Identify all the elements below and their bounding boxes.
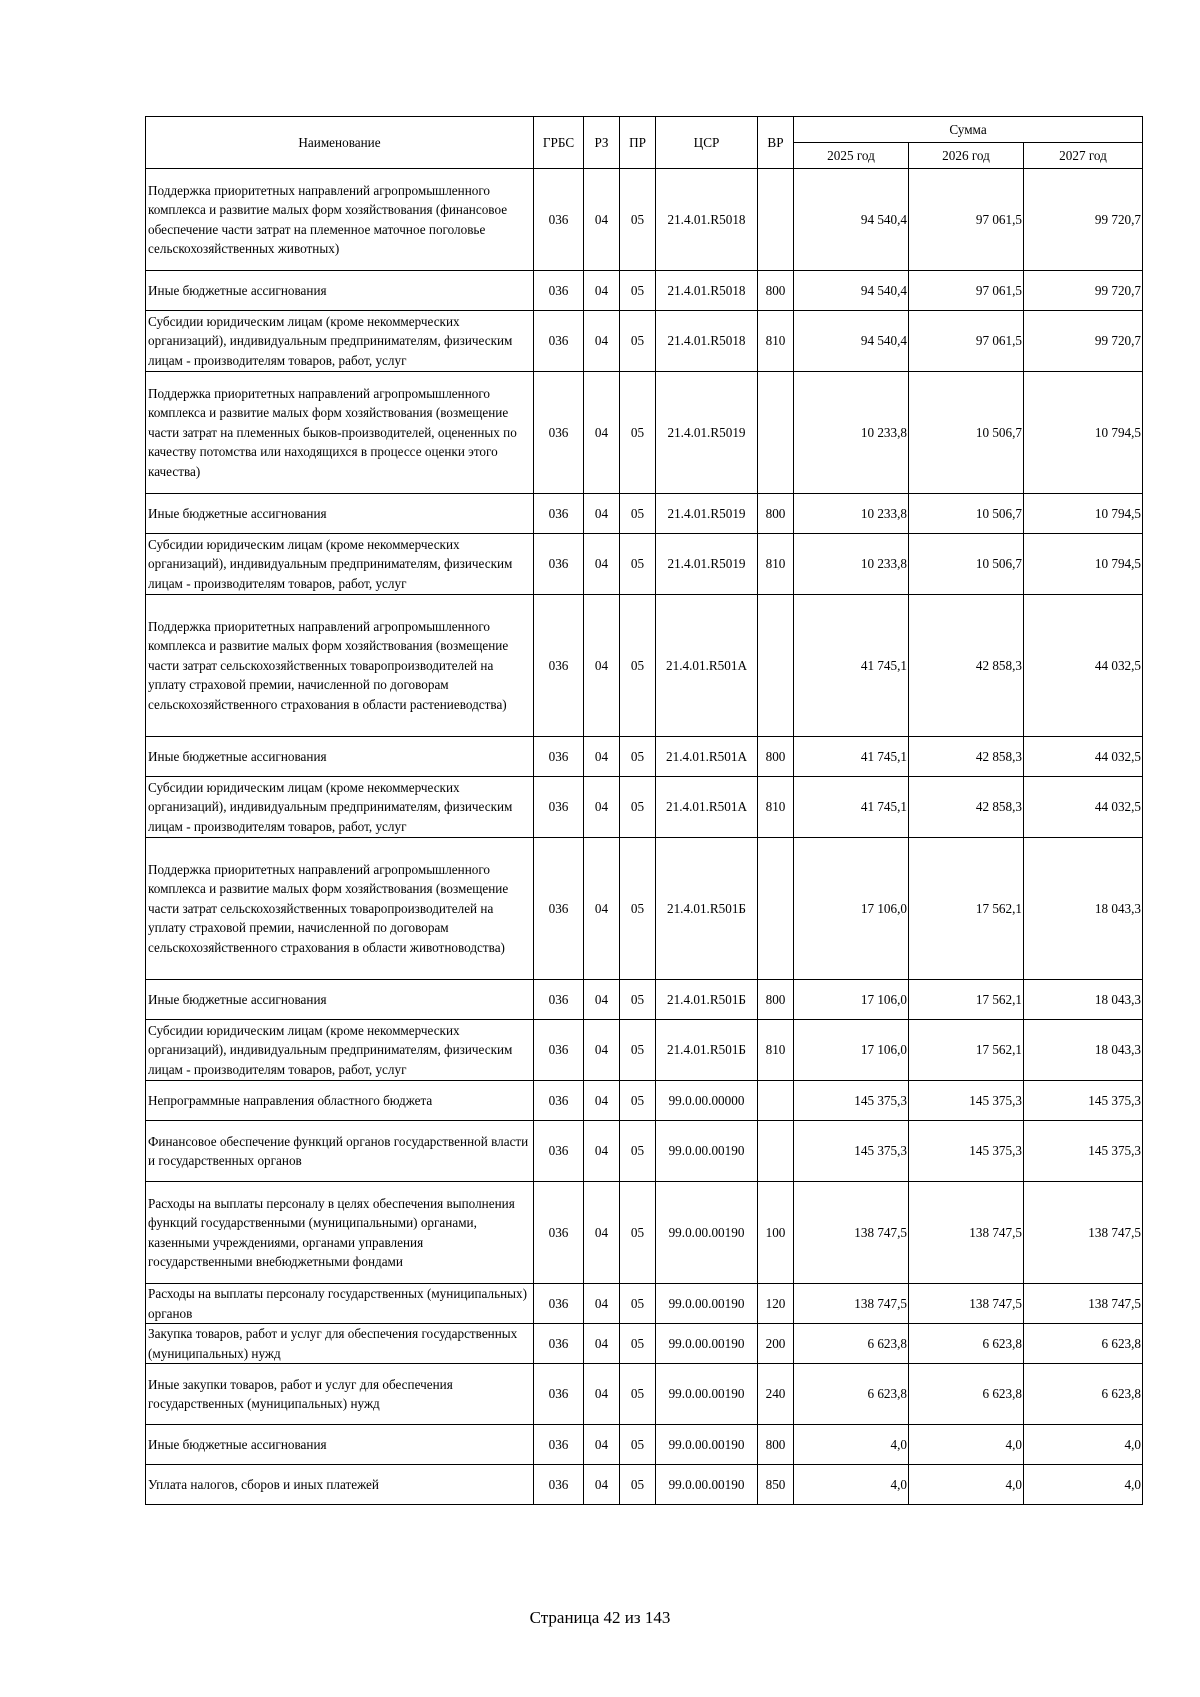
cell-2025: 4,0 [794, 1425, 909, 1465]
cell-csr: 21.4.01.R501Б [656, 980, 758, 1020]
cell-grbs: 036 [534, 980, 584, 1020]
cell-2025: 145 375,3 [794, 1081, 909, 1121]
cell-2025: 17 106,0 [794, 1020, 909, 1081]
cell-vr [758, 1121, 794, 1182]
cell-rz: 04 [584, 777, 620, 838]
table-row [146, 494, 1143, 534]
table-header [146, 117, 1143, 169]
cell-csr: 21.4.01.R501Б [656, 1020, 758, 1081]
cell-name: Расходы на выплаты персоналу государственных (муниципальных) органов [146, 1284, 534, 1324]
cell-name: Иные бюджетные ассигнования [146, 1425, 534, 1465]
cell-grbs: 036 [534, 838, 584, 980]
cell-pr: 05 [620, 1465, 656, 1505]
cell-rz: 04 [584, 1182, 620, 1284]
cell-rz: 04 [584, 534, 620, 595]
cell-name: Поддержка приоритетных направлений агропромышленного комплекса и развитие малых форм хозяйствования (возмещение части затрат сельскохозяйственных товаропроизводителей на уплату страховой премии, начисленной по договорам сельскохозяйственного страхования в области животноводства) [146, 838, 534, 980]
cell-csr: 21.4.01.R5018 [656, 271, 758, 311]
cell-2026: 97 061,5 [909, 311, 1024, 372]
cell-2026: 10 506,7 [909, 372, 1024, 494]
cell-2027: 10 794,5 [1024, 372, 1143, 494]
cell-pr: 05 [620, 271, 656, 311]
cell-grbs: 036 [534, 1182, 584, 1284]
cell-pr: 05 [620, 1284, 656, 1324]
cell-2026: 17 562,1 [909, 1020, 1024, 1081]
cell-name: Закупка товаров, работ и услуг для обеспечения государственных (муниципальных) нужд [146, 1324, 534, 1364]
cell-name: Иные бюджетные ассигнования [146, 737, 534, 777]
cell-vr: 120 [758, 1284, 794, 1324]
cell-pr: 05 [620, 595, 656, 737]
table-row [146, 980, 1143, 1020]
cell-grbs: 036 [534, 169, 584, 271]
cell-rz: 04 [584, 737, 620, 777]
header-pr: ПР [620, 117, 656, 169]
cell-name: Субсидии юридическим лицам (кроме некоммерческих организаций), индивидуальным предпринимателям, физическим лицам - производителям товаров, работ, услуг [146, 534, 534, 595]
cell-rz: 04 [584, 1020, 620, 1081]
cell-csr: 21.4.01.R501А [656, 777, 758, 838]
cell-vr: 810 [758, 1020, 794, 1081]
cell-2027: 10 794,5 [1024, 534, 1143, 595]
cell-rz: 04 [584, 169, 620, 271]
cell-2027: 44 032,5 [1024, 777, 1143, 838]
cell-grbs: 036 [534, 1081, 584, 1121]
table-row [146, 838, 1143, 980]
cell-2027: 6 623,8 [1024, 1364, 1143, 1425]
cell-2025: 10 233,8 [794, 494, 909, 534]
cell-2026: 145 375,3 [909, 1121, 1024, 1182]
table-row [146, 1182, 1143, 1284]
cell-2027: 145 375,3 [1024, 1121, 1143, 1182]
cell-csr: 99.0.00.00190 [656, 1364, 758, 1425]
cell-csr: 99.0.00.00190 [656, 1324, 758, 1364]
table-row [146, 1081, 1143, 1121]
table-row [146, 534, 1143, 595]
cell-2027: 4,0 [1024, 1465, 1143, 1505]
cell-2025: 6 623,8 [794, 1324, 909, 1364]
header-year-2025: 2025 год [794, 143, 909, 169]
cell-grbs: 036 [534, 737, 584, 777]
cell-grbs: 036 [534, 1425, 584, 1465]
cell-rz: 04 [584, 1284, 620, 1324]
cell-rz: 04 [584, 1465, 620, 1505]
cell-2026: 4,0 [909, 1425, 1024, 1465]
cell-2025: 94 540,4 [794, 169, 909, 271]
cell-2027: 18 043,3 [1024, 838, 1143, 980]
table-row [146, 1020, 1143, 1081]
header-csr: ЦСР [656, 117, 758, 169]
cell-name: Иные бюджетные ассигнования [146, 271, 534, 311]
cell-2026: 10 506,7 [909, 494, 1024, 534]
cell-vr [758, 372, 794, 494]
cell-2025: 138 747,5 [794, 1182, 909, 1284]
cell-2027: 99 720,7 [1024, 169, 1143, 271]
cell-pr: 05 [620, 980, 656, 1020]
cell-vr [758, 595, 794, 737]
cell-2025: 10 233,8 [794, 534, 909, 595]
cell-2025: 4,0 [794, 1465, 909, 1505]
cell-csr: 99.0.00.00190 [656, 1425, 758, 1465]
cell-2025: 94 540,4 [794, 311, 909, 372]
table-row [146, 1465, 1143, 1505]
cell-vr [758, 838, 794, 980]
cell-name: Финансовое обеспечение функций органов государственной власти и государственных органов [146, 1121, 534, 1182]
cell-2027: 4,0 [1024, 1425, 1143, 1465]
cell-vr: 800 [758, 1425, 794, 1465]
cell-pr: 05 [620, 1182, 656, 1284]
cell-csr: 99.0.00.00190 [656, 1465, 758, 1505]
cell-2026: 97 061,5 [909, 169, 1024, 271]
cell-csr: 21.4.01.R5018 [656, 169, 758, 271]
cell-2027: 99 720,7 [1024, 311, 1143, 372]
table-row [146, 169, 1143, 271]
cell-2025: 17 106,0 [794, 980, 909, 1020]
cell-grbs: 036 [534, 1020, 584, 1081]
cell-pr: 05 [620, 1081, 656, 1121]
cell-pr: 05 [620, 1364, 656, 1425]
cell-2026: 4,0 [909, 1465, 1024, 1505]
header-sum: Сумма [794, 117, 1143, 143]
cell-grbs: 036 [534, 1121, 584, 1182]
cell-pr: 05 [620, 1425, 656, 1465]
cell-rz: 04 [584, 1425, 620, 1465]
cell-vr: 800 [758, 980, 794, 1020]
cell-2027: 44 032,5 [1024, 595, 1143, 737]
cell-2025: 41 745,1 [794, 777, 909, 838]
cell-csr: 21.4.01.R5019 [656, 534, 758, 595]
cell-2027: 6 623,8 [1024, 1324, 1143, 1364]
cell-2025: 145 375,3 [794, 1121, 909, 1182]
cell-2026: 17 562,1 [909, 838, 1024, 980]
cell-rz: 04 [584, 494, 620, 534]
cell-vr: 240 [758, 1364, 794, 1425]
cell-2026: 138 747,5 [909, 1182, 1024, 1284]
cell-grbs: 036 [534, 271, 584, 311]
cell-grbs: 036 [534, 1465, 584, 1505]
cell-pr: 05 [620, 311, 656, 372]
table-row [146, 777, 1143, 838]
cell-2025: 17 106,0 [794, 838, 909, 980]
table-row [146, 271, 1143, 311]
cell-2027: 99 720,7 [1024, 271, 1143, 311]
cell-pr: 05 [620, 838, 656, 980]
cell-grbs: 036 [534, 777, 584, 838]
cell-vr: 200 [758, 1324, 794, 1364]
cell-name: Субсидии юридическим лицам (кроме некоммерческих организаций), индивидуальным предпринимателям, физическим лицам - производителям товаров, работ, услуг [146, 1020, 534, 1081]
cell-grbs: 036 [534, 595, 584, 737]
cell-name: Поддержка приоритетных направлений агропромышленного комплекса и развитие малых форм хозяйствования (финансовое обеспечение части затрат на племенное маточное поголовье сельскохозяйственных животных) [146, 169, 534, 271]
cell-vr: 800 [758, 494, 794, 534]
cell-name: Уплата налогов, сборов и иных платежей [146, 1465, 534, 1505]
cell-2026: 145 375,3 [909, 1081, 1024, 1121]
table-row [146, 1121, 1143, 1182]
header-grbs: ГРБС [534, 117, 584, 169]
header-vr: ВР [758, 117, 794, 169]
table-row [146, 1284, 1143, 1324]
table-row [146, 311, 1143, 372]
cell-grbs: 036 [534, 311, 584, 372]
cell-grbs: 036 [534, 494, 584, 534]
cell-vr: 810 [758, 311, 794, 372]
header-year-2027: 2027 год [1024, 143, 1143, 169]
cell-2027: 18 043,3 [1024, 980, 1143, 1020]
cell-name: Иные бюджетные ассигнования [146, 980, 534, 1020]
cell-2025: 138 747,5 [794, 1284, 909, 1324]
cell-pr: 05 [620, 1020, 656, 1081]
cell-name: Иные закупки товаров, работ и услуг для обеспечения государственных (муниципальных) нужд [146, 1364, 534, 1425]
cell-rz: 04 [584, 1121, 620, 1182]
page-number: Страница 42 из 143 [529, 1608, 671, 1627]
cell-grbs: 036 [534, 1284, 584, 1324]
cell-name: Поддержка приоритетных направлений агропромышленного комплекса и развитие малых форм хозяйствования (возмещение части затрат сельскохозяйственных товаропроизводителей на уплату страховой премии, начисленной по договорам сельскохозяйственного страхования в области растениеводства) [146, 595, 534, 737]
cell-vr [758, 169, 794, 271]
cell-2026: 10 506,7 [909, 534, 1024, 595]
header-year-2026: 2026 год [909, 143, 1024, 169]
cell-2025: 10 233,8 [794, 372, 909, 494]
cell-csr: 21.4.01.R501Б [656, 838, 758, 980]
cell-csr: 99.0.00.00190 [656, 1284, 758, 1324]
cell-csr: 21.4.01.R501А [656, 595, 758, 737]
budget-table [145, 116, 1143, 1505]
table-row [146, 595, 1143, 737]
cell-grbs: 036 [534, 534, 584, 595]
cell-2027: 138 747,5 [1024, 1182, 1143, 1284]
cell-vr: 800 [758, 737, 794, 777]
cell-pr: 05 [620, 1324, 656, 1364]
cell-name: Поддержка приоритетных направлений агропромышленного комплекса и развитие малых форм хозяйствования (возмещение части затрат на племенных быков-производителей, оцененных по качеству потомства или находящихся в процессе оценки этого качества) [146, 372, 534, 494]
cell-2027: 138 747,5 [1024, 1284, 1143, 1324]
cell-rz: 04 [584, 980, 620, 1020]
cell-pr: 05 [620, 737, 656, 777]
cell-csr: 21.4.01.R5018 [656, 311, 758, 372]
cell-name: Субсидии юридическим лицам (кроме некоммерческих организаций), индивидуальным предпринимателям, физическим лицам - производителям товаров, работ, услуг [146, 777, 534, 838]
cell-2026: 42 858,3 [909, 595, 1024, 737]
cell-vr: 810 [758, 777, 794, 838]
cell-vr: 800 [758, 271, 794, 311]
cell-grbs: 036 [534, 1364, 584, 1425]
cell-rz: 04 [584, 1081, 620, 1121]
cell-pr: 05 [620, 534, 656, 595]
cell-pr: 05 [620, 1121, 656, 1182]
cell-vr: 850 [758, 1465, 794, 1505]
cell-2026: 97 061,5 [909, 271, 1024, 311]
cell-rz: 04 [584, 372, 620, 494]
table-body [146, 169, 1143, 1505]
cell-vr: 100 [758, 1182, 794, 1284]
cell-2026: 17 562,1 [909, 980, 1024, 1020]
cell-2027: 10 794,5 [1024, 494, 1143, 534]
cell-pr: 05 [620, 777, 656, 838]
cell-2025: 41 745,1 [794, 737, 909, 777]
cell-2026: 6 623,8 [909, 1324, 1024, 1364]
cell-name: Субсидии юридическим лицам (кроме некоммерческих организаций), индивидуальным предпринимателям, физическим лицам - производителям товаров, работ, услуг [146, 311, 534, 372]
cell-2026: 138 747,5 [909, 1284, 1024, 1324]
cell-name: Непрограммные направления областного бюджета [146, 1081, 534, 1121]
cell-grbs: 036 [534, 372, 584, 494]
cell-2025: 41 745,1 [794, 595, 909, 737]
table-row [146, 1364, 1143, 1425]
cell-rz: 04 [584, 1364, 620, 1425]
table-row [146, 737, 1143, 777]
cell-rz: 04 [584, 595, 620, 737]
cell-2026: 42 858,3 [909, 737, 1024, 777]
cell-csr: 21.4.01.R5019 [656, 372, 758, 494]
cell-rz: 04 [584, 311, 620, 372]
cell-2026: 6 623,8 [909, 1364, 1024, 1425]
cell-rz: 04 [584, 1324, 620, 1364]
cell-2027: 145 375,3 [1024, 1081, 1143, 1121]
cell-csr: 21.4.01.R5019 [656, 494, 758, 534]
cell-rz: 04 [584, 838, 620, 980]
table-row [146, 372, 1143, 494]
cell-2026: 42 858,3 [909, 777, 1024, 838]
cell-csr: 99.0.00.00190 [656, 1121, 758, 1182]
table-row [146, 1324, 1143, 1364]
cell-name: Расходы на выплаты персоналу в целях обеспечения выполнения функций государственными (муниципальными) органами, казенными учреждениями, органами управления государственными внебюджетными фондами [146, 1182, 534, 1284]
cell-vr [758, 1081, 794, 1121]
header-rz: РЗ [584, 117, 620, 169]
cell-name: Иные бюджетные ассигнования [146, 494, 534, 534]
header-name: Наименование [146, 117, 534, 169]
cell-pr: 05 [620, 372, 656, 494]
cell-2027: 44 032,5 [1024, 737, 1143, 777]
cell-rz: 04 [584, 271, 620, 311]
cell-csr: 99.0.00.00190 [656, 1182, 758, 1284]
cell-csr: 21.4.01.R501А [656, 737, 758, 777]
table-row [146, 1425, 1143, 1465]
cell-vr: 810 [758, 534, 794, 595]
cell-grbs: 036 [534, 1324, 584, 1364]
cell-csr: 99.0.00.00000 [656, 1081, 758, 1121]
cell-2025: 6 623,8 [794, 1364, 909, 1425]
cell-pr: 05 [620, 169, 656, 271]
cell-2027: 18 043,3 [1024, 1020, 1143, 1081]
cell-2025: 94 540,4 [794, 271, 909, 311]
cell-pr: 05 [620, 494, 656, 534]
